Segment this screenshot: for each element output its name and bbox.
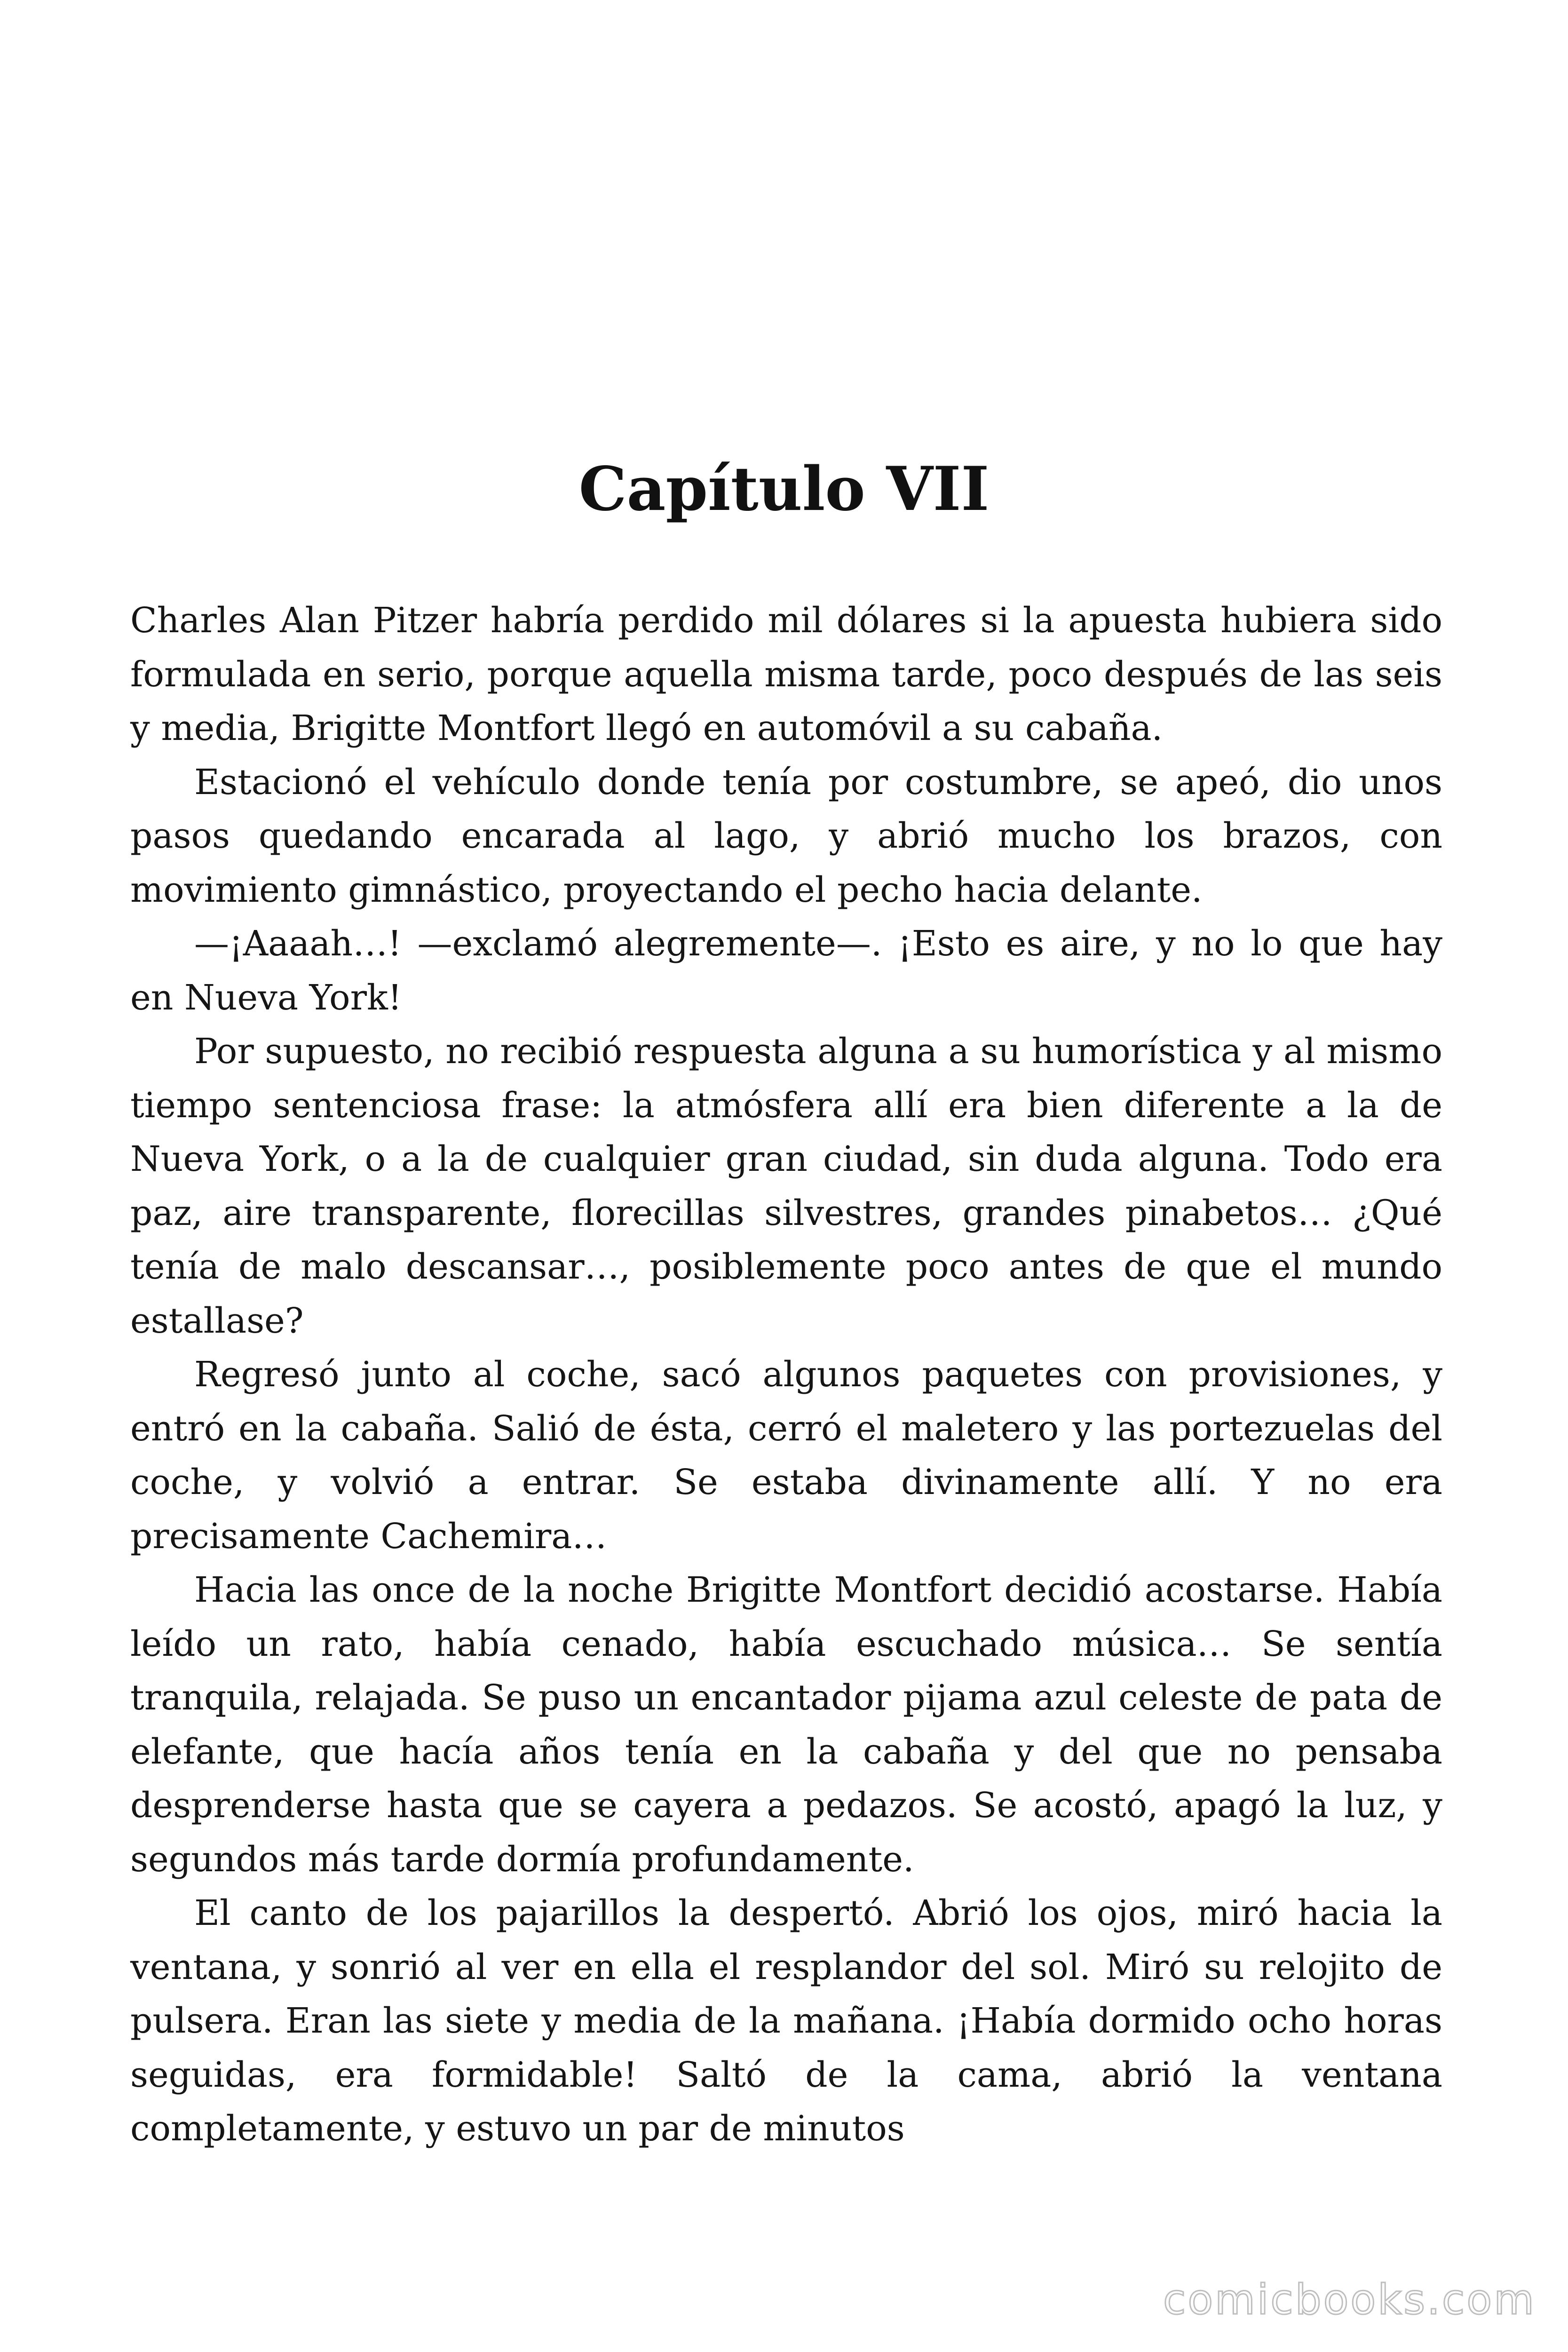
paragraph-2: Estacionó el vehículo donde tenía por costumbre, se apeó, dio unos pasos quedando encarada al lago, y abrió mucho los brazos, con movimiento gimnástico, proyectando el pecho hacia delante. xyxy=(130,762,1442,910)
chapter-title: Capítulo VII xyxy=(578,454,990,524)
chapter-body xyxy=(130,594,1442,2156)
site-watermark: comicbooks.com xyxy=(1163,2275,1536,2324)
paragraph-5: Regresó junto al coche, sacó algunos paquetes con provisiones, y entró en la cabaña. Salió de ésta, cerró el maletero y las portezuelas del coche, y volvió a entrar. Se estaba divinamente allí. Y no era precisamente Cachemira… xyxy=(130,1354,1442,1557)
paragraph-6: Hacia las once de la noche Brigitte Montfort decidió acostarse. Había leído un rato, había cenado, había escuchado música… Se sentía tranquila, relajada. Se puso un encantador pijama azul celeste de pata de elefante, que hacía años tenía en la cabaña y del que no pensaba desprenderse hasta que se cayera a pedazos. Se acostó, apagó la luz, y segundos más tarde dormía profundamente. xyxy=(130,1570,1442,1880)
paragraph-4: Por supuesto, no recibió respuesta alguna a su humorística y al mismo tiempo sentenciosa frase: la atmósfera allí era bien diferente a la de Nueva York, o a la de cualquier gran ciudad, sin duda alguna. Todo era paz, aire transparente, florecillas silvestres, grandes pinabetos… ¿Qué tenía de malo descansar…, posiblemente poco antes de que el mundo estallase? xyxy=(130,1031,1442,1341)
paragraph-3: —¡Aaaah…! —exclamó alegremente—. ¡Esto es aire, y no lo que hay en Nueva York! xyxy=(130,923,1442,1018)
paragraph-7: El canto de los pajarillos la despertó. Abrió los ojos, miró hacia la ventana, y sonrió al ver en ella el resplandor del sol. Miró su relojito de pulsera. Eran las siete y media de la mañana. ¡Había dormido ocho horas seguidas, era formidable! Saltó de la cama, abrió la ventana completamente, y estuvo un par de minutos xyxy=(130,1893,1442,2149)
paragraph-1: Charles Alan Pitzer habría perdido mil dólares si la apuesta hubiera sido formulada en serio, porque aquella misma tarde, poco después de las seis y media, Brigitte Montfort llegó en automóvil a su cabaña. xyxy=(130,600,1442,748)
